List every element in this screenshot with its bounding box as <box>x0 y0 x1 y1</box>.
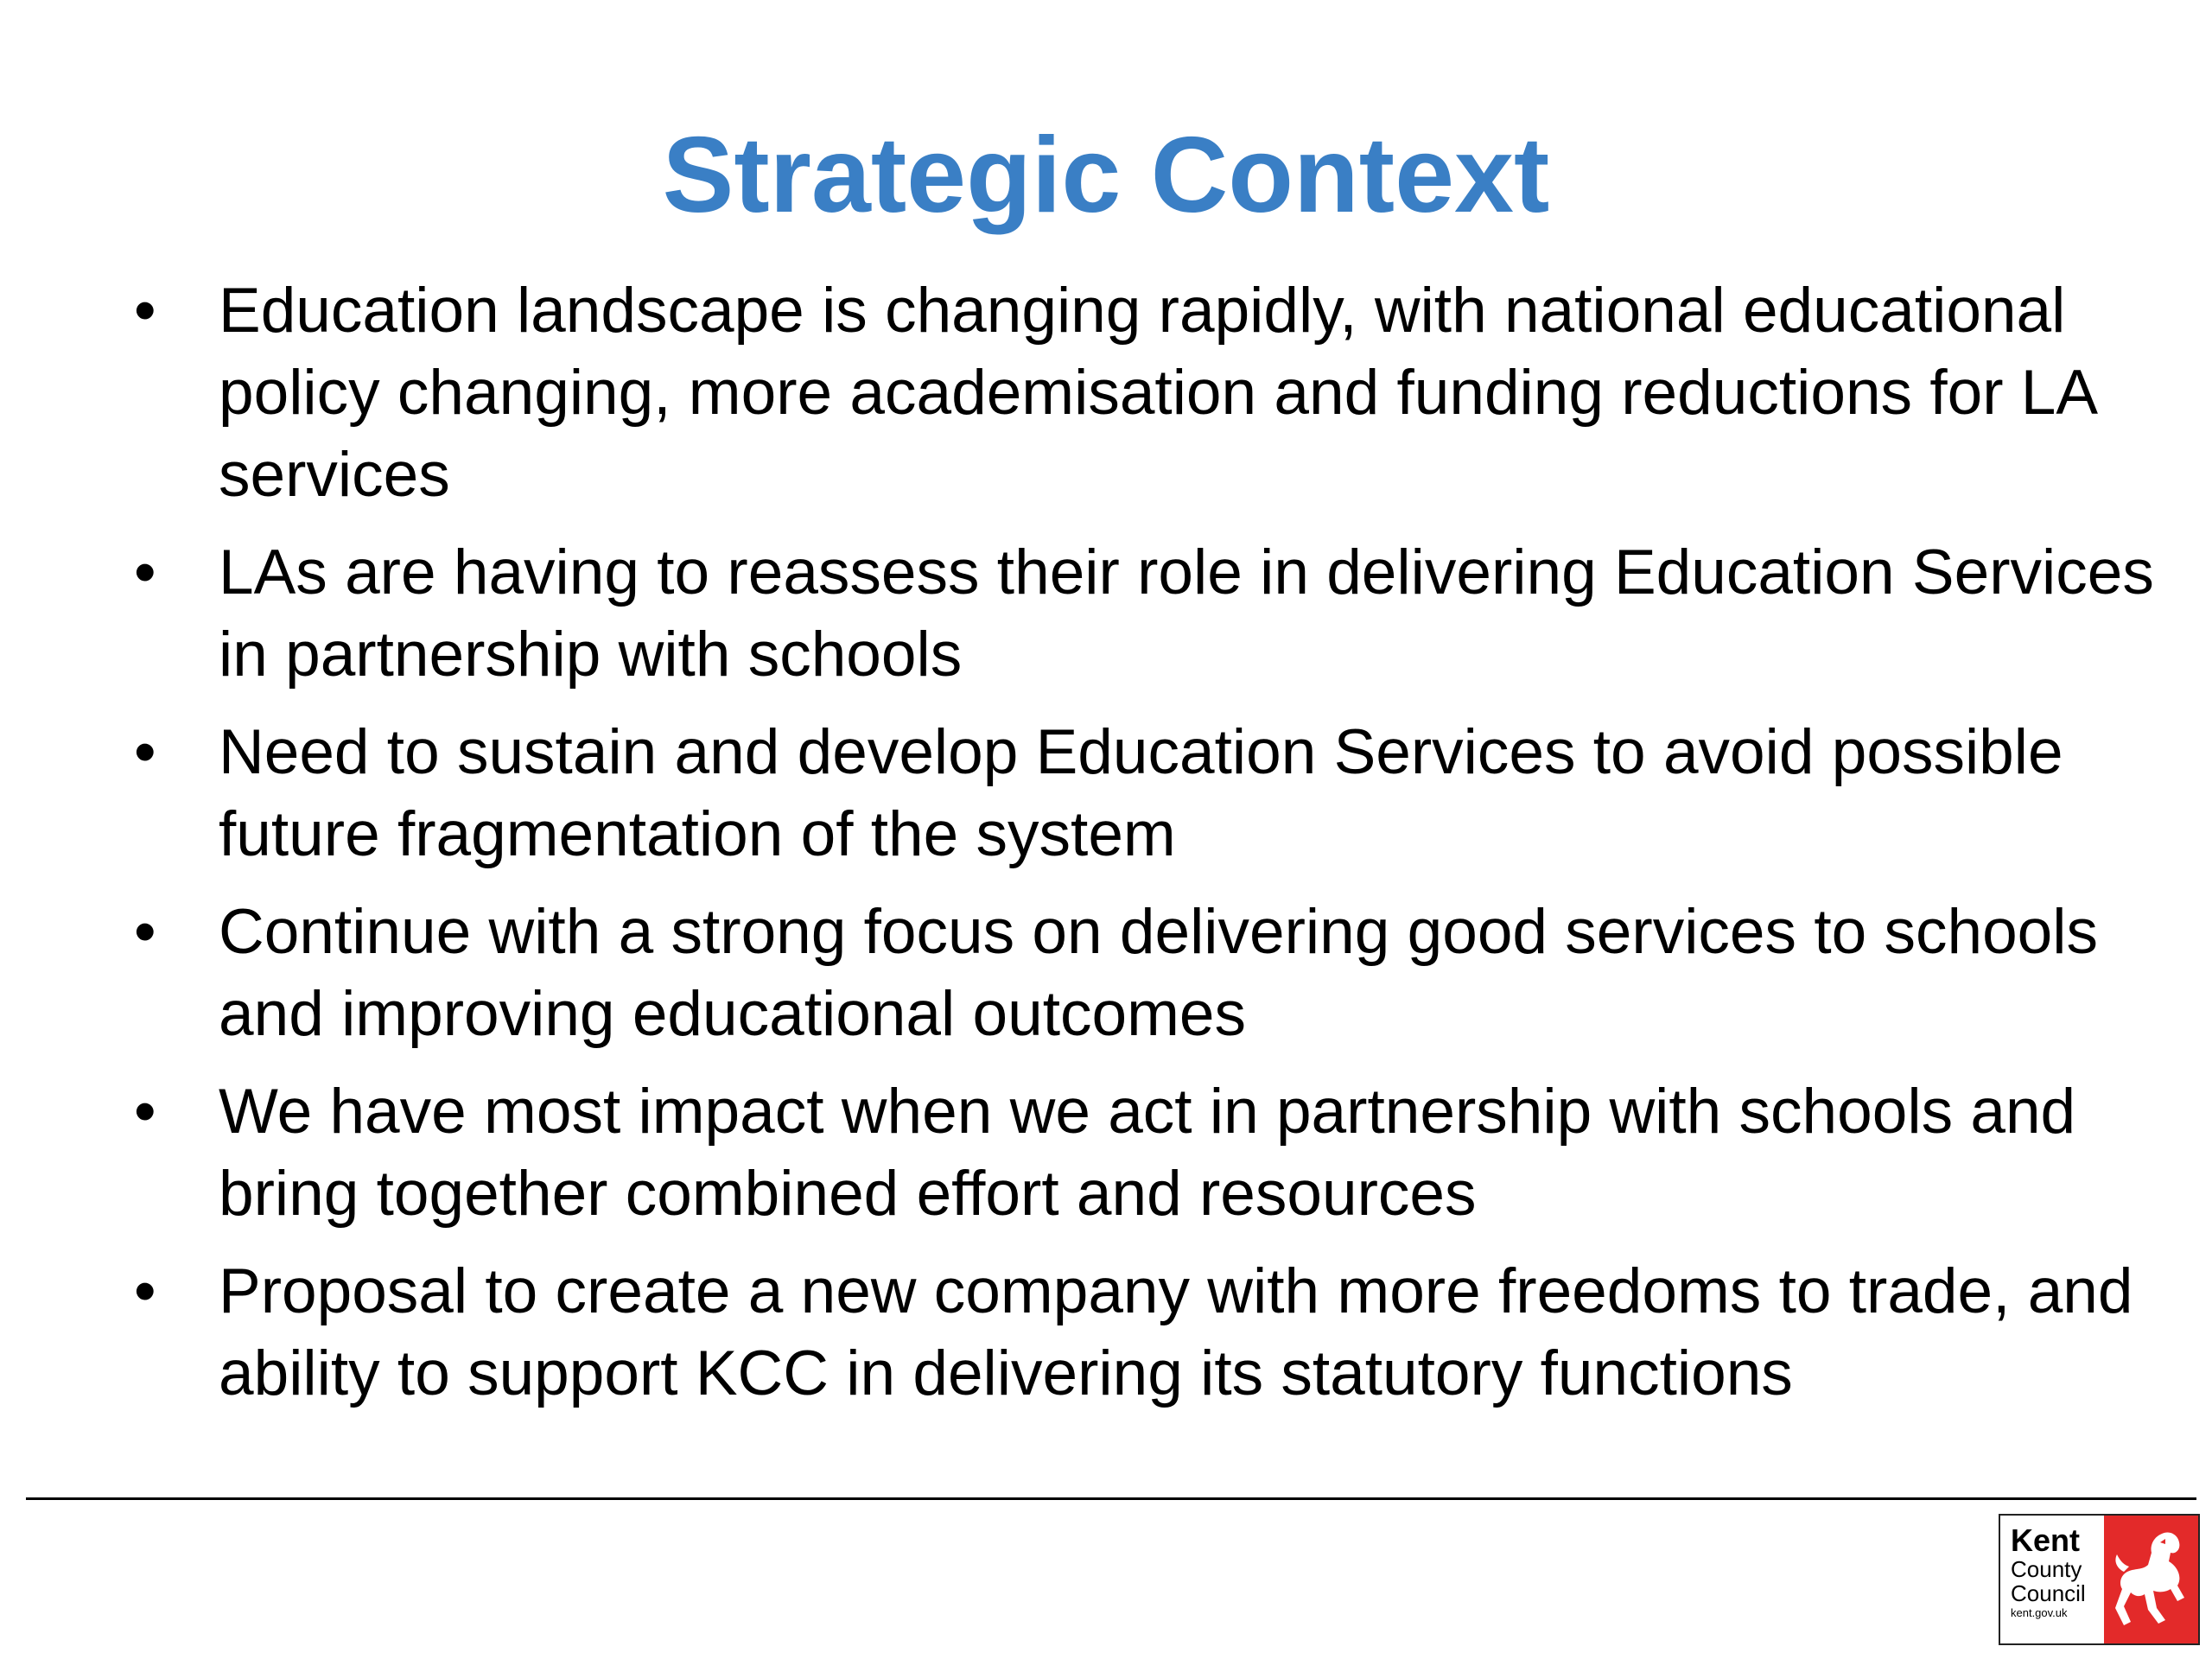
bullet-list <box>0 270 2212 1430</box>
logo-line-council: Council <box>2011 1580 2086 1606</box>
bullet-icon: • <box>134 1256 156 1326</box>
footer-divider <box>26 1497 2196 1500</box>
bullet-icon: • <box>134 717 156 787</box>
logo-wordmark <box>2000 1516 2104 1643</box>
bullet-text: Education landscape is changing rapidly, with national educational policy changing, more academisation and funding reductions for LA services <box>219 276 2095 510</box>
bullet-text: Proposal to create a new company with more freedoms to trade, and ability to support KCC in delivering its statutory functions <box>219 1256 2133 1408</box>
bullet-icon: • <box>134 897 156 967</box>
bullet-icon: • <box>134 276 156 346</box>
logo-line-kent: Kent <box>2011 1522 2080 1558</box>
bullet-icon: • <box>134 1077 156 1147</box>
bullet-text: Continue with a strong focus on delivering good services to schools and improving educational outcomes <box>219 897 2098 1049</box>
logo-line-url: kent.gov.uk <box>2011 1606 2068 1619</box>
slide-title: Strategic Context <box>662 116 1550 235</box>
bullet-item <box>0 1071 2212 1235</box>
bullet-item <box>0 1250 2212 1414</box>
bullet-item <box>0 270 2212 516</box>
logo-line-county: County <box>2011 1556 2082 1582</box>
bullet-item <box>0 711 2212 875</box>
bullet-text: Need to sustain and develop Education Services to avoid possible future fragmentation of the system <box>219 717 2063 869</box>
bullet-item <box>0 531 2212 696</box>
bullet-icon: • <box>134 537 156 607</box>
bullet-text: LAs are having to reassess their role in delivering Education Services in partnership with schools <box>219 537 2154 690</box>
bullet-item <box>0 891 2212 1055</box>
white-horse-icon <box>2104 1516 2198 1643</box>
bullet-text: We have most impact when we act in partnership with schools and bring together combined effort and resources <box>219 1077 2076 1229</box>
kent-county-council-logo <box>1999 1514 2200 1645</box>
